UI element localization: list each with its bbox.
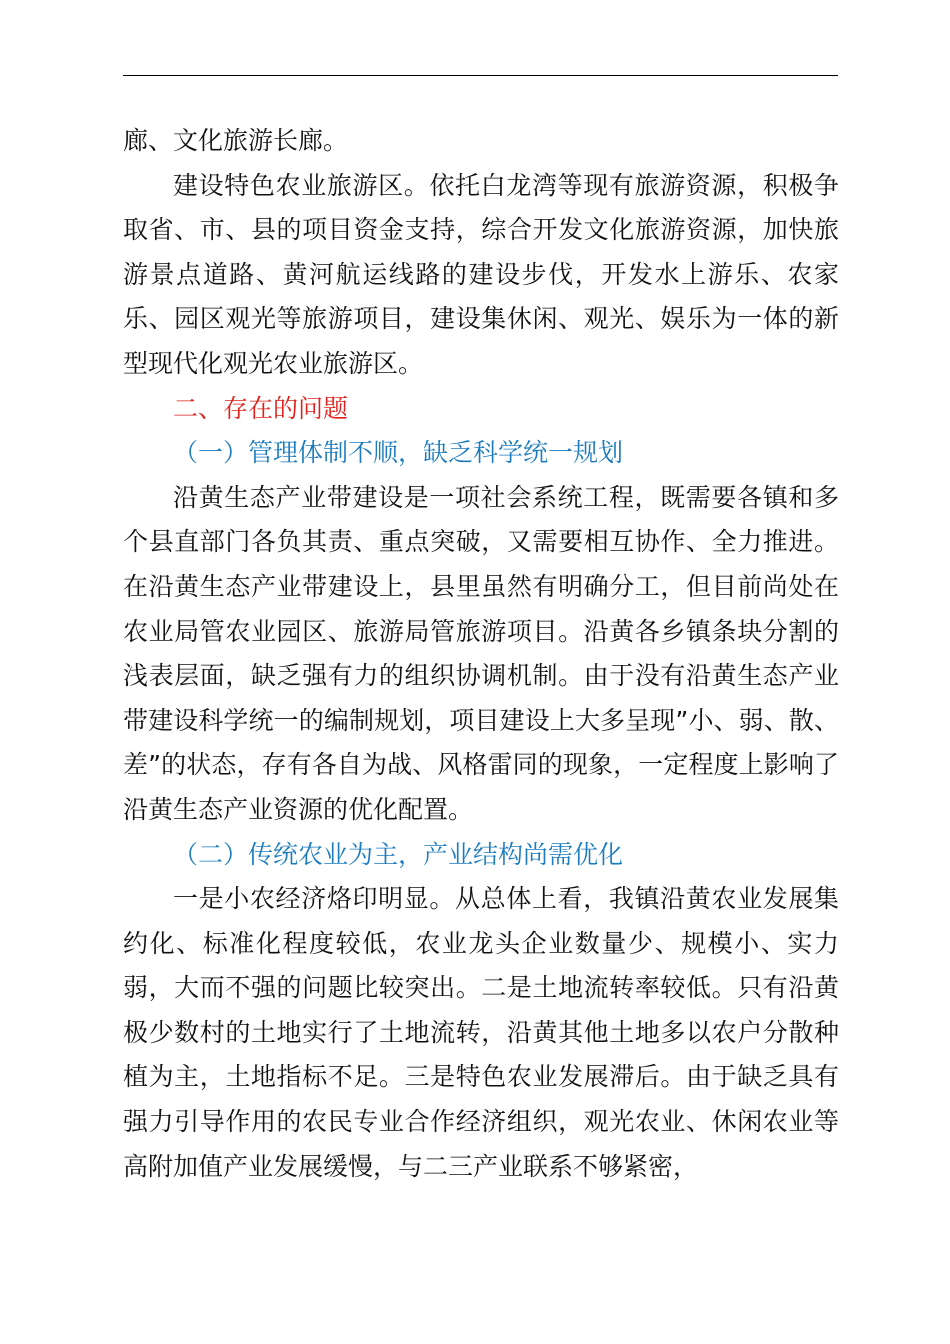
- subheading-agriculture: （二）传统农业为主，产业结构尚需优化: [173, 839, 624, 869]
- paragraph-continuation: 廊、文化旅游长廊。: [123, 126, 349, 155]
- header-rule: [123, 75, 838, 76]
- paragraph-agriculture: 一是小农经济烙印明显。从总体上看，我镇沿黄农业发展集约化、标准化程度较低，农业龙头企业数量少、规模小、实力弱，大而不强的问题比较突出。二是土地流转率较低。只有沿黄极少数村的土地实行了土地流转，沿黄其他土地多以农户分散种植为主，土地指标不足。三是特色农业发展滞后。由于缺乏具有强力引导作用的农民专业合作经济组织，观光农业、休闲农业等高附加值产业发展缓慢，与二三产业联系不够紧密，: [123, 884, 839, 1181]
- paragraph-tourism-zone: 建设特色农业旅游区。依托白龙湾等现有旅游资源，积极争取省、市、县的项目资金支持，综合开发文化旅游资源，加快旅游景点道路、黄河航运线路的建设步伐，开发水上游乐、农家乐、园区观光等旅游项目，建设集休闲、观光、娱乐为一体的新型现代化观光农业旅游区。: [123, 170, 839, 378]
- paragraph-management: 沿黄生态产业带建设是一项社会系统工程，既需要各镇和多个县直部门各负其责、重点突破，又需要相互协作、全力推进。在沿黄生态产业带建设上，县里虽然有明确分工，但目前尚处在农业局管农业园区、旅游局管旅游项目。沿黄各乡镇条块分割的浅表层面，缺乏强有力的组织协调机制。由于没有沿黄生态产业带建设科学统一的编制规划，项目建设上大多呈现”小、弱、散、差”的状态，存有各自为战、风格雷同的现象，一定程度上影响了沿黄生态产业资源的优化配置。: [123, 482, 839, 824]
- subheading-management: （一）管理体制不顺，缺乏科学统一规划: [173, 438, 624, 468]
- document-body: [123, 119, 839, 1189]
- section-heading-problems: 二、存在的问题: [173, 393, 349, 423]
